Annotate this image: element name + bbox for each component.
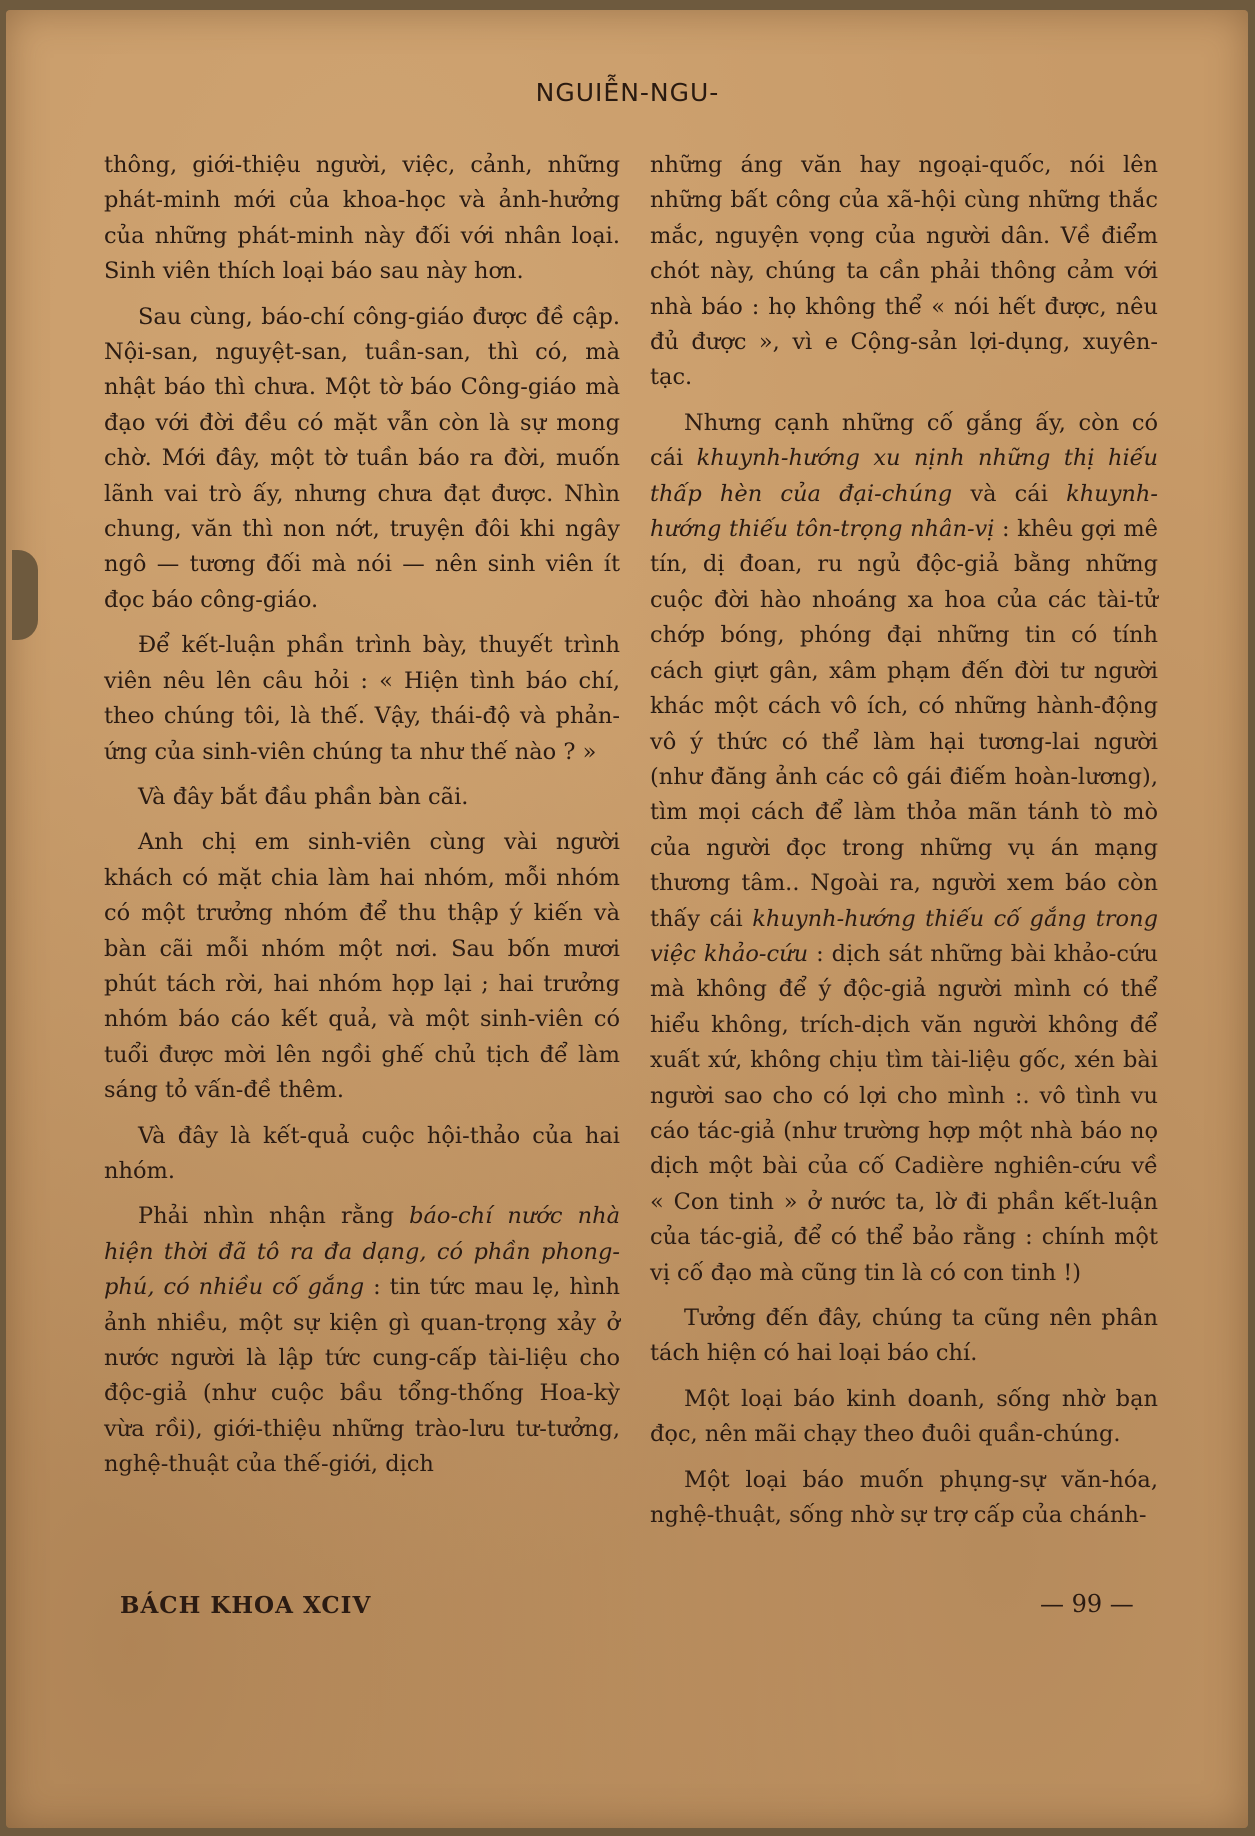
right-paragraph-1: những áng văn hay ngoại-quốc, nói lên những bất công của xã-hội cùng những thắc mắc, nguyện vọng của người dân. Về điểm chót này, chúng ta cần phải thông cảm với nhà báo : họ không thể « nói hết được, nêu đủ được », vì e Cộng-sản lợi-dụng, xuyên-tạc. [650,152,1158,391]
right-paragraph-3: Tưởng đến đây, chúng ta cũng nên phân tách hiện có hai loại báo chí. [650,1305,1158,1367]
italic-phrase: khuynh-hướng xu nịnh những thị hiếu thấp hèn của đại-chúng [650,445,1158,507]
left-paragraph-1: thông, giới-thiệu người, việc, cảnh, những phát-minh mới của khoa-học và ảnh-hưởng của những phát-minh này đối với nhân loại. Sinh viên thích loại báo sau này hơn. [104,152,620,285]
left-paragraph-4: Và đây bắt đầu phần bàn cãi. [138,783,469,810]
text-run: : khêu gợi mê tín, dị đoan, ru ngủ độc-giả bằng những cuộc đời hào nhoáng xa hoa của các tài-tử chớp bóng, phóng đại những tin có tính cách giựt gân, xâm phạm đến đời tư người khác một cách vô ích, có những hành-động vô ý thức có thể làm hại tương-lai người (như đăng ảnh các cô gái điếm hoàn-lương), tìm mọi cách để làm thỏa mãn tánh tò mò của người đọc trong những vụ án mạng thương tâm.. Ngoài ra, người xem báo còn thấy cái [650,516,1158,932]
left-paragraph-3: Để kết-luận phần trình bày, thuyết trình viên nêu lên câu hỏi : « Hiện tình báo chí, theo chúng tôi, là thế. Vậy, thái-độ và phản-ứng của sinh-viên chúng ta như thế nào ? » [104,632,620,765]
right-paragraph-2 [650,406,1158,1291]
text-run: và cái [952,480,1067,507]
right-column [650,148,1158,1543]
left-paragraph-7 [104,1199,620,1482]
left-paragraph-2: Sau cùng, báo-chí công-giáo được đề cập. Nội-san, nguyệt-san, tuần-san, thì có, mà nhật báo thì chưa. Một tờ báo Công-giáo mà đạo với đời đều có mặt vẫn còn là sự mong chờ. Mới đây, một tờ tuần báo ra đời, muốn lãnh vai trò ấy, nhưng chưa đạt được. Nhìn chung, văn thì non nớt, truyện đôi khi ngây ngô — tương đối mà nói — nên sinh viên ít đọc báo công-giáo. [104,303,620,613]
text-run: Nhưng cạnh những cố gắng ấy, còn có cái [650,409,1158,472]
text-run: Phải nhìn nhận rằng [138,1203,410,1230]
running-title: NGUIỄN-NGU- [535,78,720,107]
torn-edge [12,550,38,640]
right-paragraph-5: Một loại báo muốn phụng-sự văn-hóa, nghệ-thuật, sống nhờ sự trợ cấp của chánh- [650,1466,1158,1529]
left-paragraph-5: Anh chị em sinh-viên cùng vài người khách có mặt chia làm hai nhóm, mỗi nhóm có một trưởng nhóm để thu thập ý kiến và bàn cãi mỗi nhóm một nơi. Sau bốn mươi phút tách rời, hai nhóm họp lại ; hai trưởng nhóm báo cáo kết quả, và một sinh-viên có tuổi được mời lên ngồi ghế chủ tịch để làm sáng tỏ vấn-đề thêm. [104,829,620,1104]
page-number: — 99 — [1040,1590,1134,1618]
right-paragraph-4: Một loại báo kinh doanh, sống nhờ bạn đọc, nên mãi chạy theo đuôi quần-chúng. [650,1385,1158,1448]
italic-phrase: khuynh-hướng thiếu cố gắng trong việc khảo-cứu [650,905,1158,967]
left-column [104,148,620,1493]
italic-phrase: báo-chí nước nhà hiện thời đã tô ra đa dạng, có phần phong-phú, có nhiều cố gắng [104,1203,620,1301]
text-run: : dịch sát những bài khảo-cứu mà không để ý độc-giả người mình có thể hiểu không, trích-dịch văn người không để xuất xứ, không chịu tìm tài-liệu gốc, xén bài người sao cho có lợi cho mình :. vô tình vu cáo tác-giả (như trường hợp một nhà báo nọ dịch một bài của cố Cadière nghiên-cứu về « Con tinh » ở nước ta, lờ đi phần kết-luận của tác-giả, để có thể bảo rằng : chính một vị cố đạo mà cũng tin là có con tinh !) [650,940,1158,1286]
magazine-footer: BÁCH KHOA XCIV [120,1592,372,1619]
left-paragraph-6: Và đây là kết-quả cuộc hội-thảo của hai nhóm. [104,1122,620,1184]
italic-phrase: khuynh-hướng thiếu tôn-trọng nhân-vị [650,480,1159,543]
text-run: : tin tức mau lẹ, hình ảnh nhiều, một sự kiện gì quan-trọng xảy ở nước người là lập tức cung-cấp tài-liệu cho độc-giả (như cuộc bầu tổng-thống Hoa-kỳ vừa rồi), giới-thiệu những trào-lưu tư-tưởng, nghệ-thuật của thế-giới, dịch [104,1274,620,1478]
